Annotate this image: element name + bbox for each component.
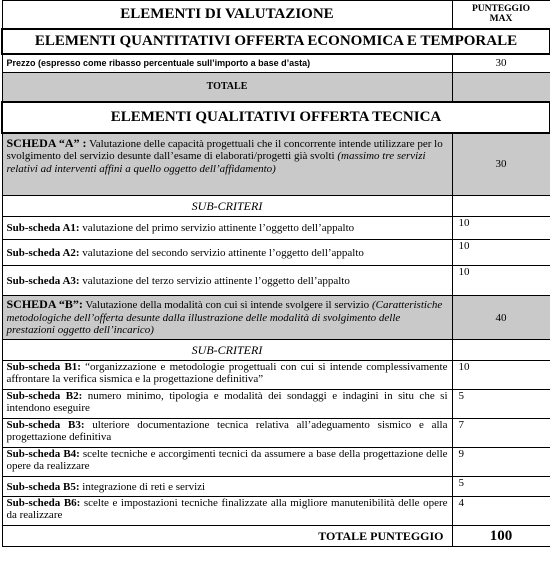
- sub-scheda-a1-score: 10: [452, 217, 550, 240]
- sub-scheda-b4-score: 9: [452, 448, 550, 477]
- sub-scheda-b3-label: Sub-scheda B3:: [6, 419, 85, 431]
- sub-scheda-b2-label: Sub-scheda B2:: [6, 390, 83, 402]
- scheda-b-description: [2, 296, 452, 340]
- sub-scheda-a1-row: [2, 217, 550, 240]
- sub-scheda-b3-row: [2, 419, 550, 448]
- sub-scheda-b2-text: numero minimo, tipologia e modalità dei sondaggi e indagini in situ che si intendono eseguire: [6, 390, 448, 414]
- scheda-a-text: Valutazione delle capacità progettuali che il concorrente intende utilizzare per lo svolgimento del servizio desunte dall’esame di elaborati/progetti già svolti: [6, 137, 443, 162]
- sub-criteri-b-row: [2, 340, 550, 361]
- sub-scheda-b6-row: [2, 497, 550, 526]
- sub-scheda-a3-row: [2, 266, 550, 296]
- sub-scheda-a2-description: [2, 240, 452, 266]
- sub-scheda-a2-row: [2, 240, 550, 266]
- scheda-a-score: 30: [452, 133, 550, 196]
- sub-scheda-a2-text: valutazione del secondo servizio attinente l’oggetto dell’appalto: [79, 246, 364, 259]
- sub-scheda-b3-description: [2, 419, 452, 448]
- sub-scheda-b2-row: [2, 390, 550, 419]
- sub-scheda-b6-text: scelte e impostazioni tecniche finalizzate alla migliore manutenibilità delle opere da realizzare: [6, 497, 448, 521]
- evaluation-document: [1, 0, 549, 570]
- scheda-a-description: [2, 133, 452, 196]
- sub-scheda-b1-description: [2, 361, 452, 390]
- qualitative-title-row: [2, 102, 550, 133]
- sub-scheda-b5-description: [2, 477, 452, 497]
- sub-criteri-a-row: [2, 196, 550, 217]
- sub-criteri-b-label: SUB-CRITERI: [2, 340, 452, 361]
- sub-scheda-a3-text: valutazione del terzo servizio attinente l’oggetto dell’appalto: [79, 274, 350, 287]
- total-label: TOTALE PUNTEGGIO: [2, 526, 452, 547]
- sub-scheda-a1-label: Sub-scheda A1:: [6, 222, 80, 234]
- sub-criteri-a-label: SUB-CRITERI: [2, 196, 452, 217]
- sub-scheda-b1-label: Sub-scheda B1:: [6, 361, 81, 373]
- header-score-label: [452, 1, 550, 29]
- sub-criteri-b-score: [452, 340, 550, 361]
- sub-criteri-a-score: [452, 196, 550, 217]
- sub-scheda-b1-text: “organizzazione e metodologie progettuali con cui si intende complessivamente affrontare la verifica sismica e la progettazione definitiva”: [6, 361, 448, 385]
- price-score: 30: [452, 54, 550, 73]
- scheda-b-score: 40: [452, 296, 550, 340]
- sub-scheda-a2-score: 10: [452, 240, 550, 266]
- sub-scheda-b5-row: [2, 477, 550, 497]
- quantitative-total-score: [452, 73, 550, 102]
- scheda-b-note: (Caratteristiche metodologiche dell’offerta desunte dalla illustrazione delle modalità di svolgimento delle prestazioni oggetto dell’incarico): [6, 299, 443, 336]
- header-title: ELEMENTI DI VALUTAZIONE: [2, 1, 452, 29]
- sub-scheda-a3-label: Sub-scheda A3:: [6, 274, 80, 287]
- header-score-label-2: MAX: [489, 14, 513, 25]
- quantitative-title: ELEMENTI QUANTITATIVI OFFERTA ECONOMICA E TEMPORALE: [2, 29, 550, 54]
- sub-scheda-a1-description: [2, 217, 452, 240]
- sub-scheda-b2-description: [2, 390, 452, 419]
- sub-scheda-b6-score: 4: [452, 497, 550, 526]
- scheda-a-label: SCHEDA “A” :: [6, 135, 87, 150]
- sub-scheda-b4-label: Sub-scheda B4:: [6, 448, 80, 460]
- sub-scheda-b2-score: 5: [452, 390, 550, 419]
- qualitative-title: ELEMENTI QUALITATIVI OFFERTA TECNICA: [2, 102, 550, 133]
- sub-scheda-b1-score: 10: [452, 361, 550, 390]
- sub-scheda-b6-description: [2, 497, 452, 526]
- price-row: [2, 54, 550, 73]
- sub-scheda-b4-text: scelte tecniche e accorgimenti tecnici da assumere a base della progettazione delle opere da realizzare: [6, 448, 448, 472]
- header-score-label-1: PUNTEGGIO: [471, 4, 531, 15]
- sub-scheda-a1-text: valutazione del primo servizio attinente l’oggetto dell’appalto: [79, 222, 355, 234]
- sub-scheda-b5-label: Sub-scheda B5:: [6, 480, 80, 493]
- total-row: [2, 526, 550, 547]
- scheda-b-row: [2, 296, 550, 340]
- price-label: Prezzo (espresso come ribasso percentuale sull’importo a base d’asta): [2, 54, 452, 73]
- sub-scheda-b5-text: integrazione di reti e servizi: [79, 480, 206, 493]
- header-row: [2, 1, 550, 29]
- quantitative-total-row: [2, 73, 550, 102]
- quantitative-title-row: [2, 29, 550, 54]
- sub-scheda-a3-score: 10: [452, 266, 550, 296]
- sub-scheda-b4-description: [2, 448, 452, 477]
- sub-scheda-b1-row: [2, 361, 550, 390]
- evaluation-table: [1, 0, 550, 547]
- sub-scheda-b3-text: ulteriore documentazione tecnica relativa all’adeguamento sismico e alla progettazione definitiva: [6, 419, 448, 443]
- sub-scheda-a2-label: Sub-scheda A2:: [6, 246, 80, 259]
- scheda-a-row: [2, 133, 550, 196]
- scheda-b-label: SCHEDA “B”:: [6, 297, 83, 311]
- scheda-b-text: Valutazione della modalità con cui si intende svolgere il servizio: [82, 299, 372, 311]
- sub-scheda-b4-row: [2, 448, 550, 477]
- sub-scheda-a3-description: [2, 266, 452, 296]
- sub-scheda-b3-score: 7: [452, 419, 550, 448]
- quantitative-total-label: TOTALE: [2, 73, 452, 102]
- sub-scheda-b5-score: 5: [452, 477, 550, 497]
- total-score: 100: [452, 526, 550, 547]
- sub-scheda-b6-label: Sub-scheda B6:: [6, 497, 81, 509]
- scheda-a-note: (massimo tre servizi relativi ad interventi affini a quello oggetto dell’affidamento): [6, 150, 426, 175]
